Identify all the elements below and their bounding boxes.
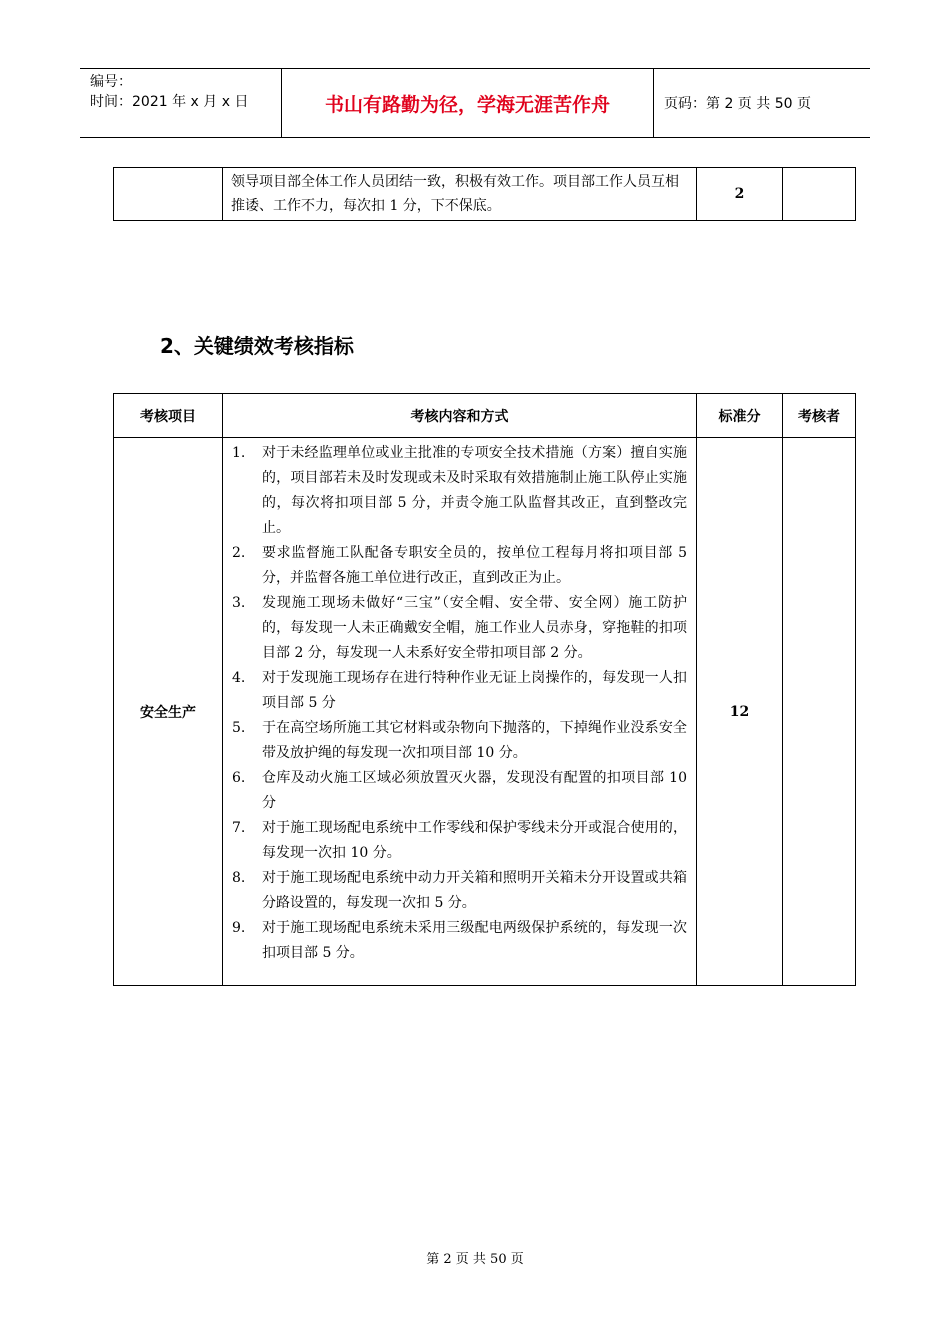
page-header xyxy=(80,68,870,138)
rule-number: 8. xyxy=(232,870,246,886)
rules-cell xyxy=(223,438,697,986)
content-cell: 领导项目部全体工作人员团结一致，积极有效工作。项目部工作人员互相推诿、工作不力，每次扣 1 分，下不保底。 xyxy=(223,168,697,221)
assessor-cell xyxy=(783,168,856,221)
rule-item xyxy=(232,666,687,716)
rule-item xyxy=(232,591,687,666)
rule-text: 仓库及动火施工区域必须放置灭火器，发现没有配置的扣项目部 10 分 xyxy=(262,770,687,811)
category-cell xyxy=(114,168,223,221)
rule-text: 对于发现施工现场存在进行特种作业无证上岗操作的，每发现一人扣项目部 5 分 xyxy=(262,670,687,711)
score-cell: 12 xyxy=(697,438,783,986)
header-item: 考核项目 xyxy=(114,394,223,438)
header-meta xyxy=(80,69,282,137)
rule-item xyxy=(232,766,687,816)
rule-number: 3. xyxy=(232,595,246,611)
header-page-code: 页码：第 2 页 共 50 页 xyxy=(664,96,811,112)
assessor-cell xyxy=(783,438,856,986)
rule-item xyxy=(232,441,687,541)
header-assessor: 考核者 xyxy=(783,394,856,438)
rule-text: 要求监督施工队配备专职安全员的，按单位工程每月将扣项目部 5 分，并监督各施工单位进行改正，直到改正为止。 xyxy=(262,545,687,586)
rule-text: 对于施工现场配电系统中工作零线和保护零线未分开或混合使用的，每发现一次扣 10 分。 xyxy=(262,820,687,861)
header-content: 考核内容和方式 xyxy=(223,394,697,438)
rule-text: 发现施工现场未做好“三宝”（安全帽、安全带、安全网）施工防护的，每发现一人未正确戴安全帽，施工作业人员赤身，穿拖鞋的扣项目部 2 分，每发现一人未系好安全带扣项目部 2 分。 xyxy=(262,595,687,661)
header-motto: 书山有路勤为径，学海无涯苦作舟 xyxy=(282,69,654,137)
page-footer: 第 2 页 共 50 页 xyxy=(426,1252,524,1267)
rule-number: 6. xyxy=(232,770,246,786)
rule-item xyxy=(232,541,687,591)
rules-list xyxy=(224,439,695,984)
number-label: 编号： xyxy=(90,74,132,90)
category-cell: 安全生产 xyxy=(114,438,223,986)
rule-item xyxy=(232,916,687,966)
rule-text: 对于施工现场配电系统未采用三级配电两级保护系统的，每发现一次扣项目部 5 分。 xyxy=(262,920,687,961)
rule-number: 2. xyxy=(232,545,246,561)
rule-item xyxy=(232,866,687,916)
score-cell: 2 xyxy=(697,168,783,221)
kpi-table xyxy=(113,393,856,986)
rule-number: 5. xyxy=(232,720,246,736)
rule-item xyxy=(232,816,687,866)
rule-item xyxy=(232,716,687,766)
section-title: 2、关键绩效考核指标 xyxy=(160,334,354,358)
rule-number: 9. xyxy=(232,920,246,936)
rule-number: 1. xyxy=(232,445,246,461)
rule-text: 对于施工现场配电系统中动力开关箱和照明开关箱未分开设置或共箱分路设置的，每发现一次扣 5 分。 xyxy=(262,870,687,911)
rule-number: 7. xyxy=(232,820,246,836)
table-row xyxy=(114,168,856,221)
date-line: 时间：2021 年 x 月 x 日 xyxy=(90,94,249,110)
rule-number: 4. xyxy=(232,670,246,686)
continuation-table xyxy=(113,167,856,221)
rule-text: 于在高空场所施工其它材料或杂物向下抛落的，下掉绳作业没系安全带及放护绳的每发现一次扣项目部 10 分。 xyxy=(262,720,687,761)
header-score: 标准分 xyxy=(697,394,783,438)
table-row xyxy=(114,438,856,986)
table-header-row xyxy=(114,394,856,438)
rule-text: 对于未经监理单位或业主批准的专项安全技术措施（方案）擅自实施的，项目部若未及时发现或未及时采取有效措施制止施工队停止实施的，每次将扣项目部 5 分，并责令施工队监督其改正，直到整改完止。 xyxy=(262,445,687,536)
